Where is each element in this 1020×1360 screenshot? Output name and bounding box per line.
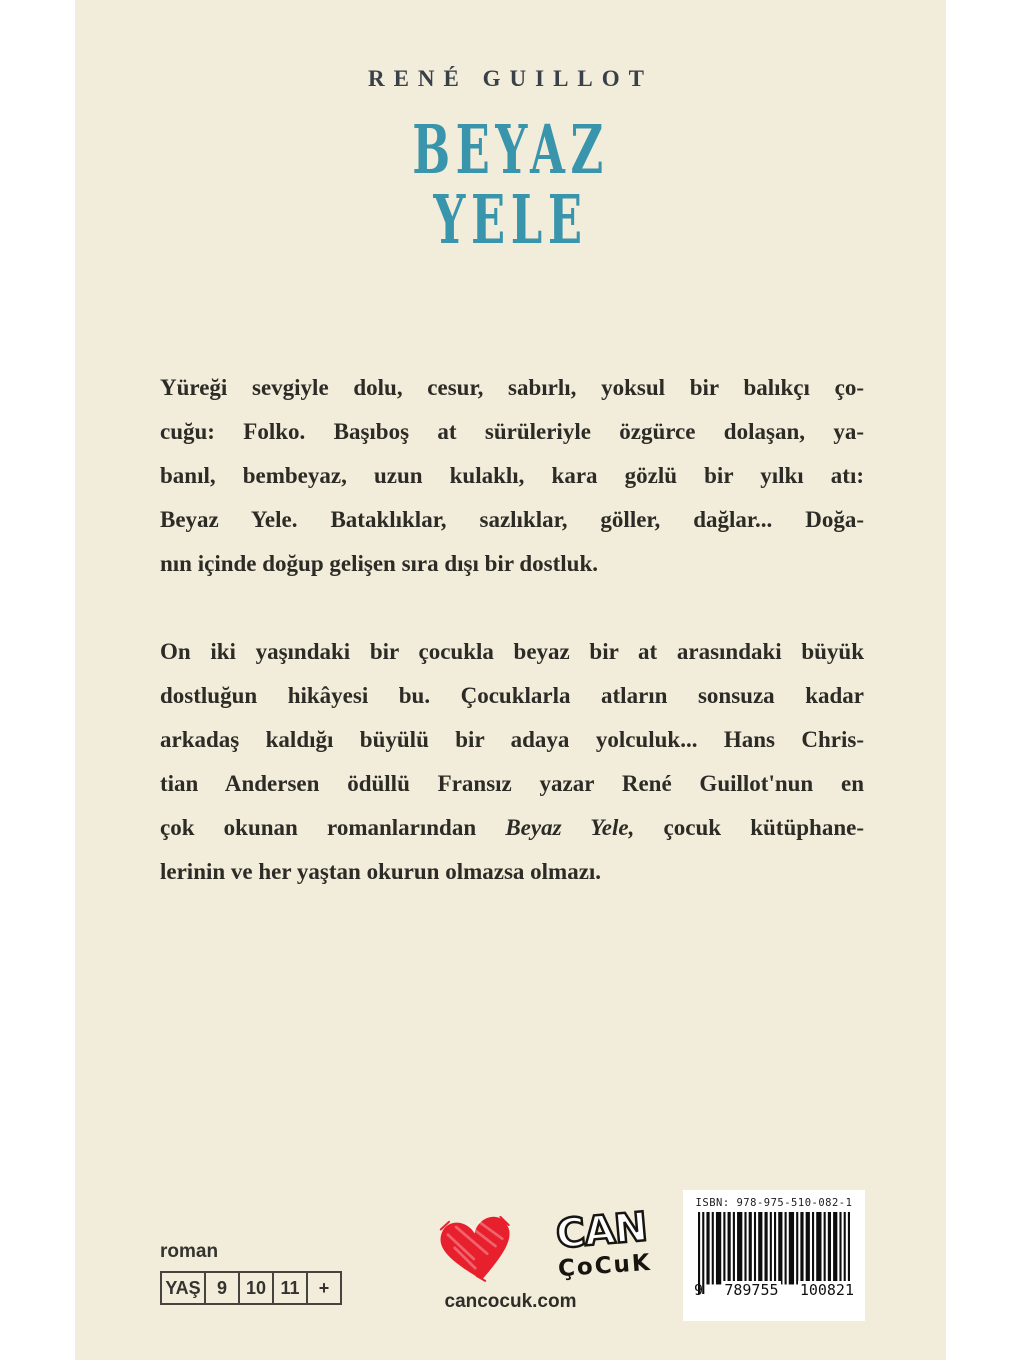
barcode-panel	[683, 1190, 865, 1321]
author-name: RENÉ GUILLOT	[367, 66, 653, 91]
title-line-1: BEYAZ	[412, 110, 609, 190]
isbn-label: ISBN: 978-975-510-082-1	[695, 1197, 853, 1209]
author-name-inline: René Guillot	[621, 771, 769, 796]
synopsis-line	[160, 806, 864, 850]
publisher-logo	[430, 1205, 670, 1290]
synopsis-line: dostluğun hikâyesi bu. Çocuklarla atların sonsuza kadar	[160, 683, 864, 708]
synopsis-line: nın içinde doğup gelişen sıra dışı bir dostluk.	[160, 551, 598, 576]
book-title	[75, 110, 946, 260]
synopsis-line: cuğu: Folko. Başıboş at sürüleriyle özgürce dolaşan, ya-	[160, 419, 864, 444]
barcode-digits-group2: 100821	[799, 1281, 854, 1299]
heart-icon	[433, 1207, 521, 1290]
publisher-website: cancocuk.com	[444, 1291, 577, 1312]
paragraph-1	[160, 366, 864, 586]
synopsis	[160, 366, 864, 938]
publisher-name-bottom: ÇoCuK	[557, 1249, 653, 1283]
synopsis-line: Yüreği sevgiyle dolu, cesur, sabırlı, yoksul bir balıkçı ço-	[160, 375, 864, 400]
genre-label: roman	[160, 1241, 219, 1262]
age-cell: 10	[238, 1271, 274, 1305]
age-label-cell: YAŞ	[160, 1271, 206, 1305]
publisher-name-top: CAN	[554, 1204, 649, 1258]
barcode-digit-lead: 9	[694, 1281, 704, 1299]
paragraph-2	[160, 630, 864, 894]
barcode-number	[692, 1281, 856, 1299]
synopsis-line: Beyaz Yele. Bataklıklar, sazlıklar, göller, dağlar... Doğa-	[160, 507, 864, 532]
title-line-2: YELE	[433, 180, 588, 260]
age-cell: 11	[272, 1271, 308, 1305]
line5-post: çocuk kütüphane-	[634, 815, 864, 840]
book-back-cover	[75, 0, 946, 1360]
synopsis-line: lerinin ve her yaştan okurun olmazsa olmazı.	[160, 859, 602, 884]
barcode-digits-group1: 789755	[724, 1281, 779, 1299]
line4-post: 'nun en	[768, 771, 865, 796]
line5-pre: çok okunan romanlarından	[160, 815, 506, 840]
synopsis-line	[160, 762, 864, 806]
synopsis-line: banıl, bembeyaz, uzun kulaklı, kara gözlü bir yılkı atı:	[160, 463, 864, 488]
synopsis-line: On iki yaşındaki bir çocukla beyaz bir at arasındaki büyük	[160, 639, 864, 664]
synopsis-line: arkadaş kaldığı büyülü bir adaya yolculuk... Hans Chris-	[160, 727, 864, 752]
book-title-inline: Beyaz Yele,	[505, 815, 635, 840]
line4-pre: tian Andersen ödüllü Fransız yazar	[160, 771, 622, 796]
age-cell: +	[306, 1271, 342, 1305]
age-cell: 9	[204, 1271, 240, 1305]
